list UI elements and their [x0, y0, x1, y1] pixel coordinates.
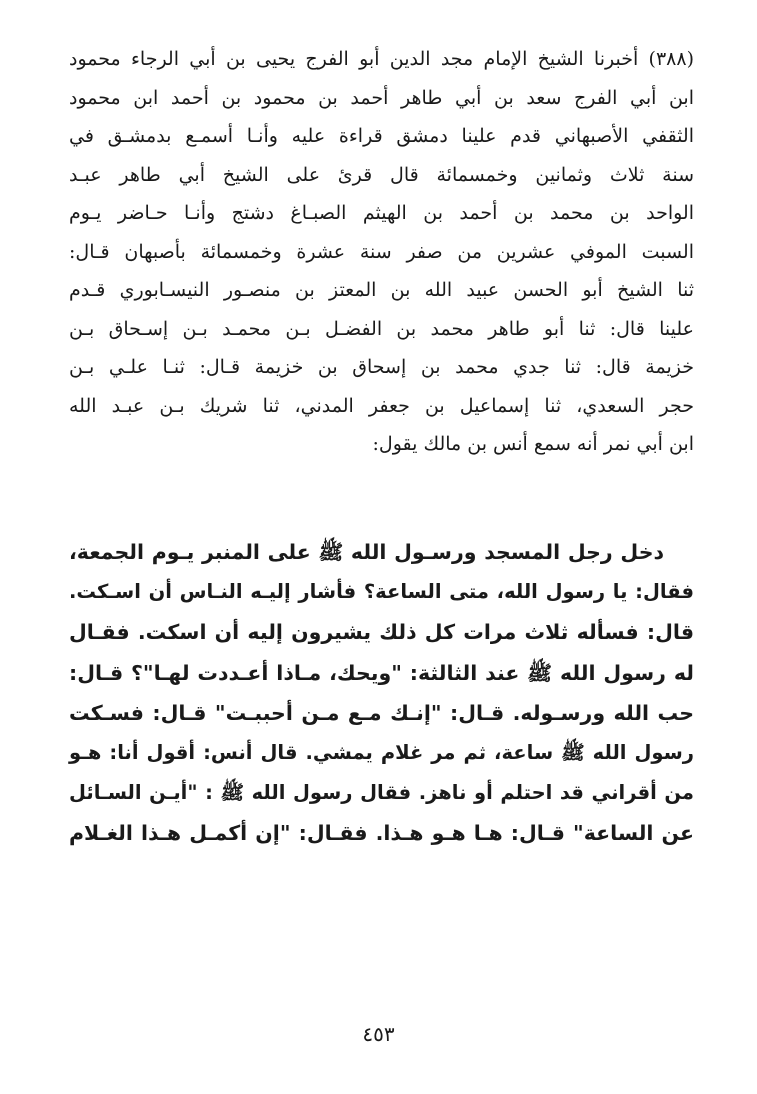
hadith-line: عن الساعة" قـال: هـا هـو هـذا. فقـال: "إن أكمـل هـذا الغـلام	[69, 821, 694, 846]
isnad-line: علينا قال: ثنا أبو طاهر محمد بن الفضـل بـن محمـد بـن إسـحاق بـن	[69, 317, 694, 340]
isnad-line: حجر السعدي، ثنا إسماعيل بن جعفر المدني، ثنا شريك بـن عبـد الله	[69, 394, 694, 417]
hadith-line: دخل رجل المسجد ورسـول الله ﷺ على المنبر يـوم الجمعة،	[69, 540, 664, 564]
hadith-line: قال: فسأله ثلاث مرات كل ذلك يشيرون إليه أن اسكت. فقـال	[69, 620, 694, 645]
isnad-paragraph	[69, 40, 694, 464]
isnad-line: الثقفي الأصبهاني قدم علينا دمشق قراءة عليه وأنـا أسمـع بدمشـق في	[69, 125, 694, 147]
isnad-line: ابن أبي نمر أنه سمع أنس بن مالك يقول:	[372, 433, 694, 455]
hadith-line: له رسول الله ﷺ عند الثالثة: "ويحك، مـاذا أعـددت لهـا"؟ قـال:	[69, 660, 694, 685]
isnad-line: ثنا الشيخ أبو الحسن عبيد الله بن المعتز بن منصـور النيسـابوري قـدم	[69, 279, 694, 301]
isnad-line: (٣٨٨) أخبرنا الشيخ الإمام مجد الدين أبو الفرج يحيى بن أبي الرجاء محمود	[69, 48, 694, 70]
hadith-text	[69, 532, 694, 854]
hadith-line: من أقراني قد احتلم أو ناهز. فقال رسول الله ﷺ : "أيـن السـائل	[69, 781, 694, 805]
page-number: ٤٥٣	[362, 1022, 395, 1046]
isnad-line: خزيمة قال: ثنا جدي محمد بن إسحاق بن خزيمة قـال: ثنـا علـي بـن	[69, 356, 694, 378]
isnad-line: السبت الموفي عشرين من صفر سنة عشرة وخمسمائة بأصبهان قـال:	[69, 240, 694, 263]
isnad-line: سنة ثلاث وثمانين وخمسمائة قال قرئ على الشيخ أبي طاهر عبـد	[69, 163, 694, 186]
hadith-line: فقال: يا رسول الله، متى الساعة؟ فأشار إليـه النـاس أن اسـكت.	[69, 580, 694, 604]
isnad-line: الواحد بن محمد بن أحمد بن الهيثم الصبـاغ دشتج وأنـا حـاضر يـوم	[69, 202, 694, 224]
hadith-line: حب الله ورسـوله. قـال: "إنـك مـع مـن أحببـت" قـال: فسـكت	[69, 700, 694, 725]
hadith-line: رسول الله ﷺ ساعة، ثم مر غلام يمشي. قال أنس: أقول أنا: هـو	[69, 740, 694, 764]
isnad-line: ابن أبي الفرج سعد بن أبي طاهر أحمد بن محمود بن أحمد ابن محمود	[69, 86, 694, 109]
